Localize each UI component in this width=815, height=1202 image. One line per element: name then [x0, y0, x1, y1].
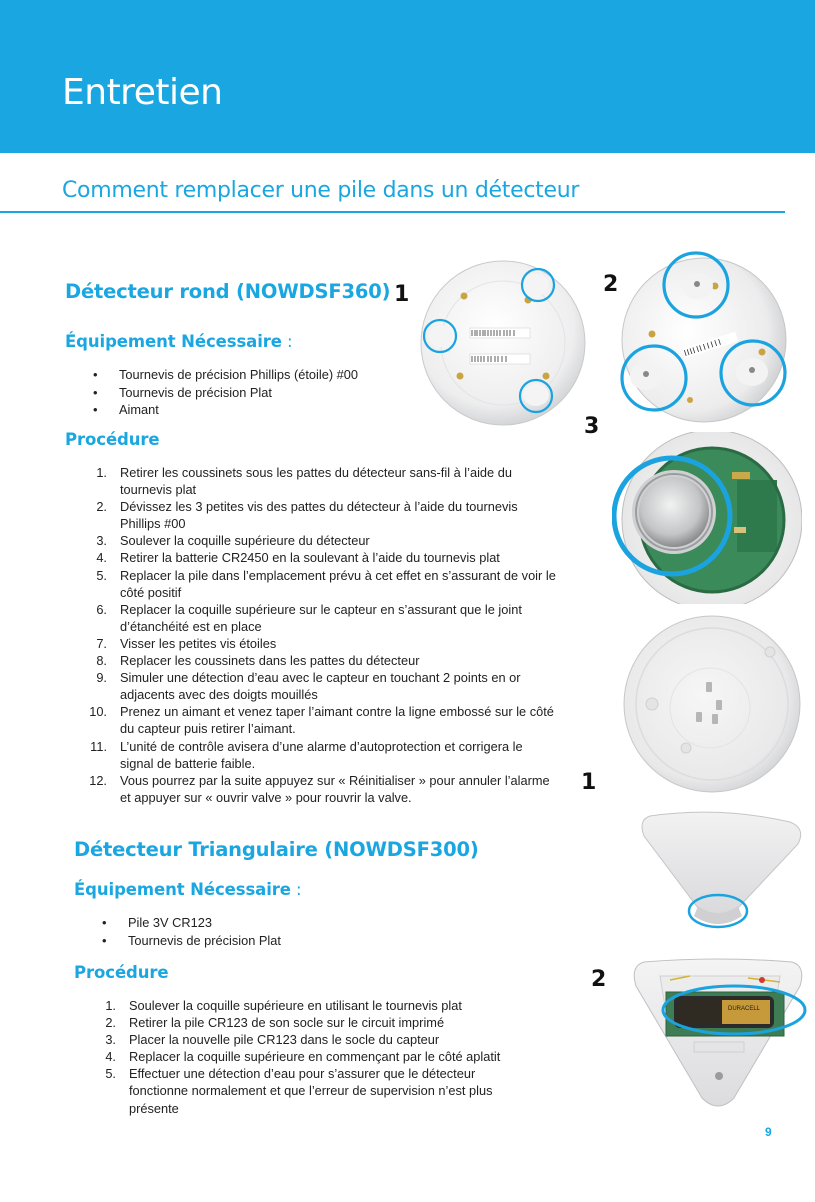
- round-detector-bottom-photo: [418, 258, 588, 428]
- list-item: 5. Effectuer une détection d’eau pour s’assurer que le détecteur fonctionne normalement et que l’erreur de supervision n’est plus présente: [105, 1066, 493, 1116]
- figure-label-round-3: 3: [584, 414, 600, 439]
- list-item: 1. Soulever la coquille supérieure en utilisant le tournevis plat: [105, 998, 462, 1013]
- list-item: 8. Replacer les coussinets dans les pattes du détecteur: [96, 653, 420, 669]
- section-subtitle: Comment remplacer une pile dans un détecteur: [62, 178, 580, 203]
- page-number: 9: [765, 1125, 772, 1139]
- triangle-equipment-title: Équipement Nécessaire :: [74, 880, 302, 899]
- round-equipment-title: Équipement Nécessaire :: [65, 332, 293, 351]
- round-detector-cover-photo: [620, 612, 805, 797]
- list-item: 1. Retirer les coussinets sous les pattes du détecteur sans-fil à l’aide du tournevis plat: [96, 465, 512, 498]
- list-item: 10. Prenez un aimant et venez taper l’aimant contre la ligne embossé sur le côté du capteur puis retirer l’aimant.: [89, 704, 554, 737]
- list-item: • Tournevis de précision Plat: [100, 932, 281, 950]
- svg-text:DURACELL: DURACELL: [728, 1006, 761, 1012]
- triangle-detector-title: Détecteur Triangulaire (NOWDSF300): [74, 838, 479, 861]
- triangle-steps-list: [96, 997, 536, 1117]
- list-item: 3. Soulever la coquille supérieure du détecteur: [96, 533, 370, 549]
- triangle-equipment-list: [100, 914, 281, 949]
- list-item: 2. Dévissez les 3 petites vis des pattes du détecteur à l’aide du tournevis Phillips #00: [96, 499, 518, 532]
- subtitle-divider: [0, 211, 785, 213]
- round-detector-screws-photo: [612, 248, 797, 428]
- page-title: Entretien: [62, 72, 223, 113]
- round-steps-list: [87, 464, 557, 806]
- triangle-procedure-title: Procédure: [74, 963, 169, 982]
- list-item: 5. Replacer la pile dans l’emplacement prévu à cet effet en s’assurant de voir le côté positif: [96, 567, 556, 600]
- round-equipment-list: [91, 366, 358, 419]
- page-header-banner: [0, 0, 815, 153]
- list-item: 4. Replacer la coquille supérieure en commençant par le côté aplatit: [105, 1049, 501, 1065]
- list-item: • Aimant: [91, 401, 358, 419]
- list-item: 12. Vous pourrez par la suite appuyez sur « Réinitialiser » pour annuler l’alarme et appuyer sur « ouvrir valve » pour rouvrir la valve.: [89, 772, 550, 805]
- figure-label-triangle-1: 1: [581, 770, 597, 795]
- list-item: 6. Replacer la coquille supérieure sur le capteur en s’assurant que le joint d’étanchéité est en place: [96, 601, 522, 634]
- list-item: 4. Retirer la batterie CR2450 en la soulevant à l’aide du tournevis plat: [96, 550, 500, 566]
- round-detector-battery-photo: [612, 432, 802, 604]
- figure-label-round-2: 2: [603, 272, 619, 297]
- triangle-detector-photo: [638, 808, 808, 938]
- list-item: 7. Visser les petites vis étoiles: [96, 635, 277, 651]
- list-item: 3. Placer la nouvelle pile CR123 dans le socle du capteur: [105, 1032, 440, 1048]
- round-procedure-title: Procédure: [65, 430, 160, 449]
- list-item: 11. L’unité de contrôle avisera d’une alarme d’autoprotection et corrigera le signal de batterie faible.: [90, 738, 523, 771]
- figure-label-round-1: 1: [394, 282, 410, 307]
- round-detector-title: Détecteur rond (NOWDSF360): [65, 280, 391, 303]
- list-item: • Tournevis de précision Phillips (étoile) #00: [91, 366, 358, 384]
- list-item: 2. Retirer la pile CR123 de son socle sur le circuit imprimé: [105, 1015, 445, 1031]
- list-item: 9. Simuler une détection d’eau avec le capteur en touchant 2 points en or adjacents avec des doigts mouillés: [96, 670, 521, 703]
- triangle-detector-open-photo: [630, 956, 808, 1114]
- list-item: • Pile 3V CR123: [100, 914, 281, 932]
- figure-label-triangle-2: 2: [591, 967, 607, 992]
- list-item: • Tournevis de précision Plat: [91, 384, 358, 402]
